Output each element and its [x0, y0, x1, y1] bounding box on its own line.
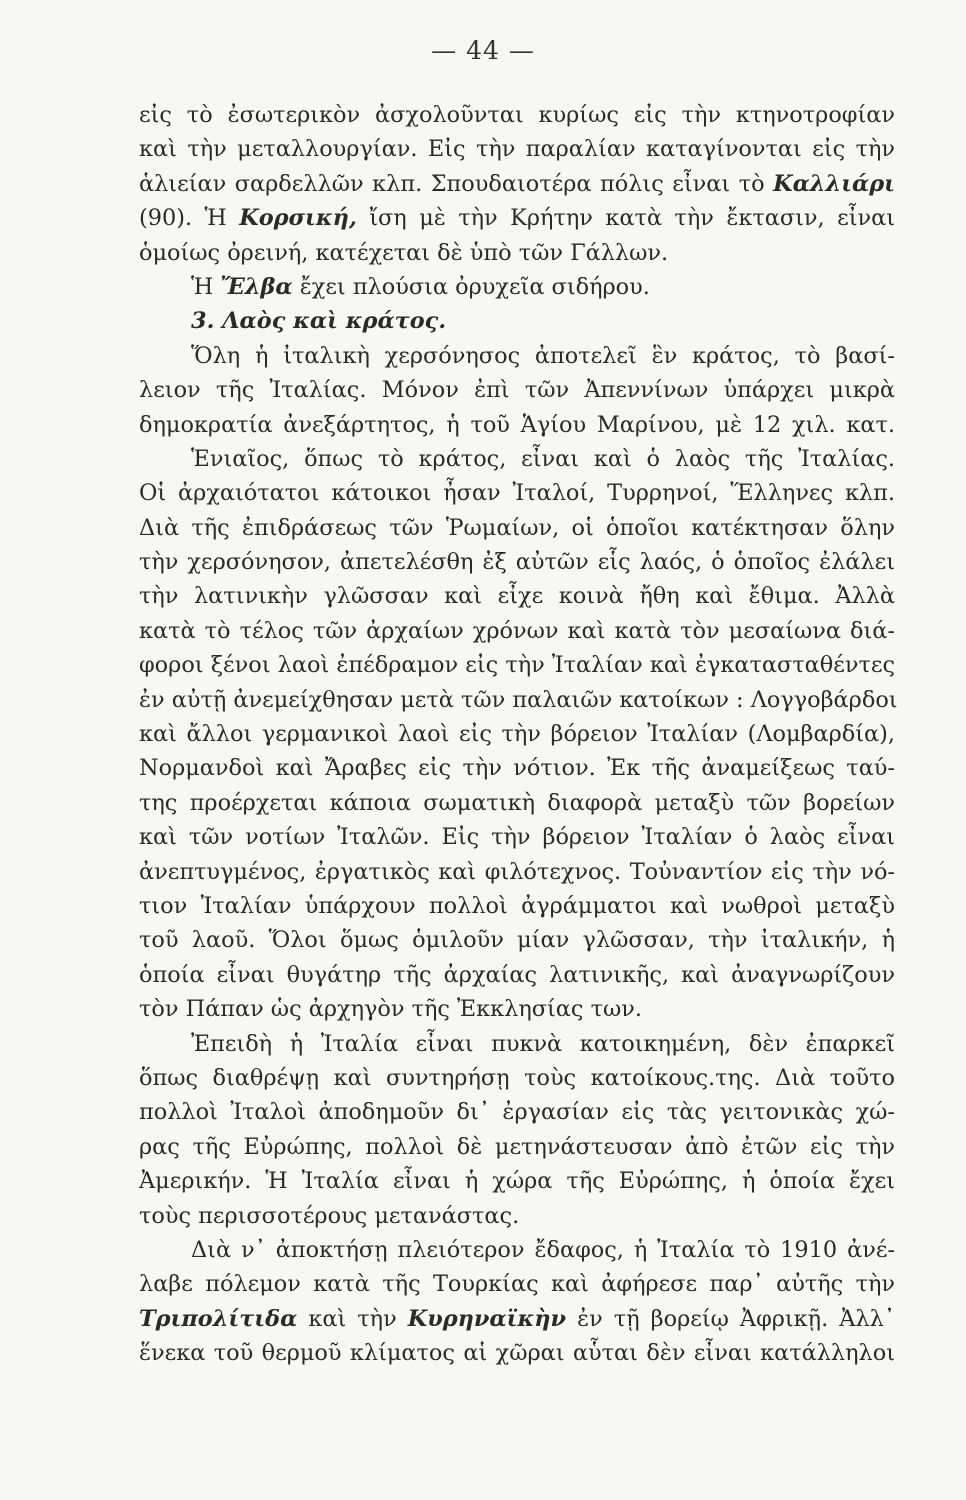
text-line: τὴν χερσόνησον, ἀπετελέσθη ἐξ αὐτῶν εἷς λαός, ὁ ὁποῖος ἐλάλει	[139, 549, 895, 576]
text-line: Ὅλη ἡ ἰταλικὴ χερσόνησος ἀποτελεῖ ἓν κράτος, τὸ βασί-	[191, 342, 895, 369]
text-line: καὶ τῶν νοτίων Ἰταλῶν. Εἰς τὴν βόρειον Ἰταλίαν ὁ λαὸς εἶναι	[139, 824, 895, 851]
text-line: Διὰ τῆς ἐπιδράσεως τῶν Ῥωμαίων, οἱ ὁποῖοι κατέκτησαν ὅλην	[139, 514, 895, 541]
text-line: Ἐπειδὴ ἡ Ἰταλία εἶναι πυκνὰ κατοικημένη, δὲν ἐπαρκεῖ	[191, 1030, 895, 1057]
text-line: καὶ ἄλλοι γερμανικοὶ λαοὶ εἰς τὴν βόρειον Ἰταλίαν (Λομβαρδία),	[139, 721, 895, 748]
text-line: (90). Ἡ Κορσική, ἴση μὲ τὴν Κρήτην κατὰ τὴν ἔκτασιν, εἶναι	[139, 205, 896, 232]
text-line: εἰς τὸ ἐσωτερικὸν ἀσχολοῦνται κυρίως εἰς τὴν κτηνοτροφίαν	[139, 102, 895, 128]
text-line: ἐν αὐτῇ ἀνεμείχθησαν μετὰ τῶν παλαιῶν κατοίκων : Λογγοβάρδοι	[139, 686, 898, 713]
text-line: Ἡ Ἔλβα ἔχει πλούσια ὀρυχεῖα σιδήρου.	[191, 273, 650, 300]
text-line: τοῦ λαοῦ. Ὅλοι ὅμως ὁμιλοῦν μίαν γλῶσσαν, τὴν ἰταλικήν, ἡ	[139, 927, 895, 954]
text-line: Ἀμερικήν. Ἡ Ἰταλία εἶναι ἡ χώρα τῆς Εὐρώπης, ἡ ὁποία ἔχει	[139, 1168, 895, 1195]
text-line: ἕνεκα τοῦ θερμοῦ κλίματος αἱ χῶραι αὗται δὲν εἶναι κατάλληλοι	[139, 1340, 895, 1367]
place-name: Ἔλβα	[220, 273, 293, 300]
text-line: της προέρχεται κάποια σωματικὴ διαφορὰ μεταξὺ τῶν βορείων	[139, 789, 895, 816]
text-line: ὁποία εἶναι θυγάτηρ τῆς ἀρχαίας λατινικῆς, καὶ ἀναγνωρίζουν	[139, 961, 895, 988]
text-line: πολλοὶ Ἰταλοὶ ἀποδημοῦν δι᾽ ἐργασίαν εἰς τὰς γειτονικὰς χώ-	[139, 1099, 895, 1126]
text-line: Διὰ ν᾽ ἀποκτήσῃ πλειότερον ἔδαφος, ἡ Ἰταλία τὸ 1910 ἀνέ-	[191, 1236, 895, 1263]
text-line: ἁλιείαν σαρδελλῶν κλπ. Σπουδαιοτέρα πόλις εἶναι τὸ Καλλιάρι	[139, 170, 895, 197]
place-name: Τριπολίτιδα	[139, 1305, 298, 1332]
text-line: Νορμανδοὶ καὶ Ἄραβες εἰς τὴν νότιον. Ἐκ τῆς ἀναμείξεως ταύ-	[139, 755, 895, 782]
text-line: φοροι ξένοι λαοὶ ἐπέδραμον εἰς τὴν Ἰταλίαν καὶ ἐγκατασταθέντες	[139, 652, 895, 679]
section-heading: 3. Λαὸς καὶ κράτος.	[191, 308, 447, 335]
text-line: Οἱ ἀρχαιότατοι κάτοικοι ἦσαν Ἰταλοί, Τυρρηνοί, Ἕλληνες κλπ.	[139, 480, 895, 507]
place-name: Κορσική,	[239, 205, 357, 232]
text-line: δημοκρατία ἀνεξάρτητος, ἡ τοῦ Ἁγίου Μαρίνου, μὲ 12 χιλ. κατ.	[139, 411, 895, 438]
text-line: λαβε πόλεμον κατὰ τῆς Τουρκίας καὶ ἀφήρεσε παρ᾽ αὐτῆς τὴν	[139, 1271, 895, 1298]
text-line: λειον τῆς Ἰταλίας. Μόνον ἐπὶ τῶν Ἀπεννίνων ὑπάρχει μικρὰ	[139, 377, 895, 404]
text-line: Τριπολίτιδα καὶ τὴν Κυρηναϊκὴν ἐν τῇ βορείῳ Ἀφρικῇ. Ἀλλ᾽	[139, 1305, 895, 1332]
text-line: τὸν Πάπαν ὡς ἀρχηγὸν τῆς Ἐκκλησίας των.	[139, 996, 642, 1023]
page-number: — 44 —	[431, 36, 535, 65]
text-line: τιον Ἰταλίαν ὑπάρχουν πολλοὶ ἀγράμματοι καὶ νωθροὶ μεταξὺ	[139, 892, 895, 919]
text-line: ρας τῆς Εὐρώπης, πολλοὶ δὲ μετηνάστευσαν ἀπὸ ἐτῶν εἰς τὴν	[139, 1133, 895, 1160]
text-line: Ἑνιαῖος, ὅπως τὸ κράτος, εἶναι καὶ ὁ λαὸς τῆς Ἰταλίας.	[191, 445, 895, 472]
text-line: ἀνεπτυγμένος, ἐργατικὸς καὶ φιλότεχνος. Τοὐναντίον εἰς τὴν νό-	[139, 858, 895, 885]
text-line: τοὺς περισσοτέρους μετανάστας.	[139, 1202, 520, 1229]
body-text	[139, 98, 898, 1370]
text-line: ὁμοίως ὀρεινή, κατέχεται δὲ ὑπὸ τῶν Γάλλων.	[139, 239, 669, 266]
text-line: τὴν λατινικὴν γλῶσσαν καὶ εἶχε κοινὰ ἤθη καὶ ἔθιμα. Ἀλλὰ	[139, 583, 895, 610]
text-line: κατὰ τὸ τέλος τῶν ἀρχαίων χρόνων καὶ κατὰ τὸν μεσαίωνα διά-	[139, 617, 895, 644]
text-line: ὅπως διαθρέψῃ καὶ συντηρήσῃ τοὺς κατοίκους.της. Διὰ τοῦτο	[139, 1064, 895, 1091]
place-name: Καλλιάρι	[773, 170, 895, 197]
place-name: Κυρηναϊκὴν	[407, 1305, 567, 1332]
text-line: καὶ τὴν μεταλλουργίαν. Εἰς τὴν παραλίαν καταγίνονται εἰς τὴν	[139, 136, 895, 163]
